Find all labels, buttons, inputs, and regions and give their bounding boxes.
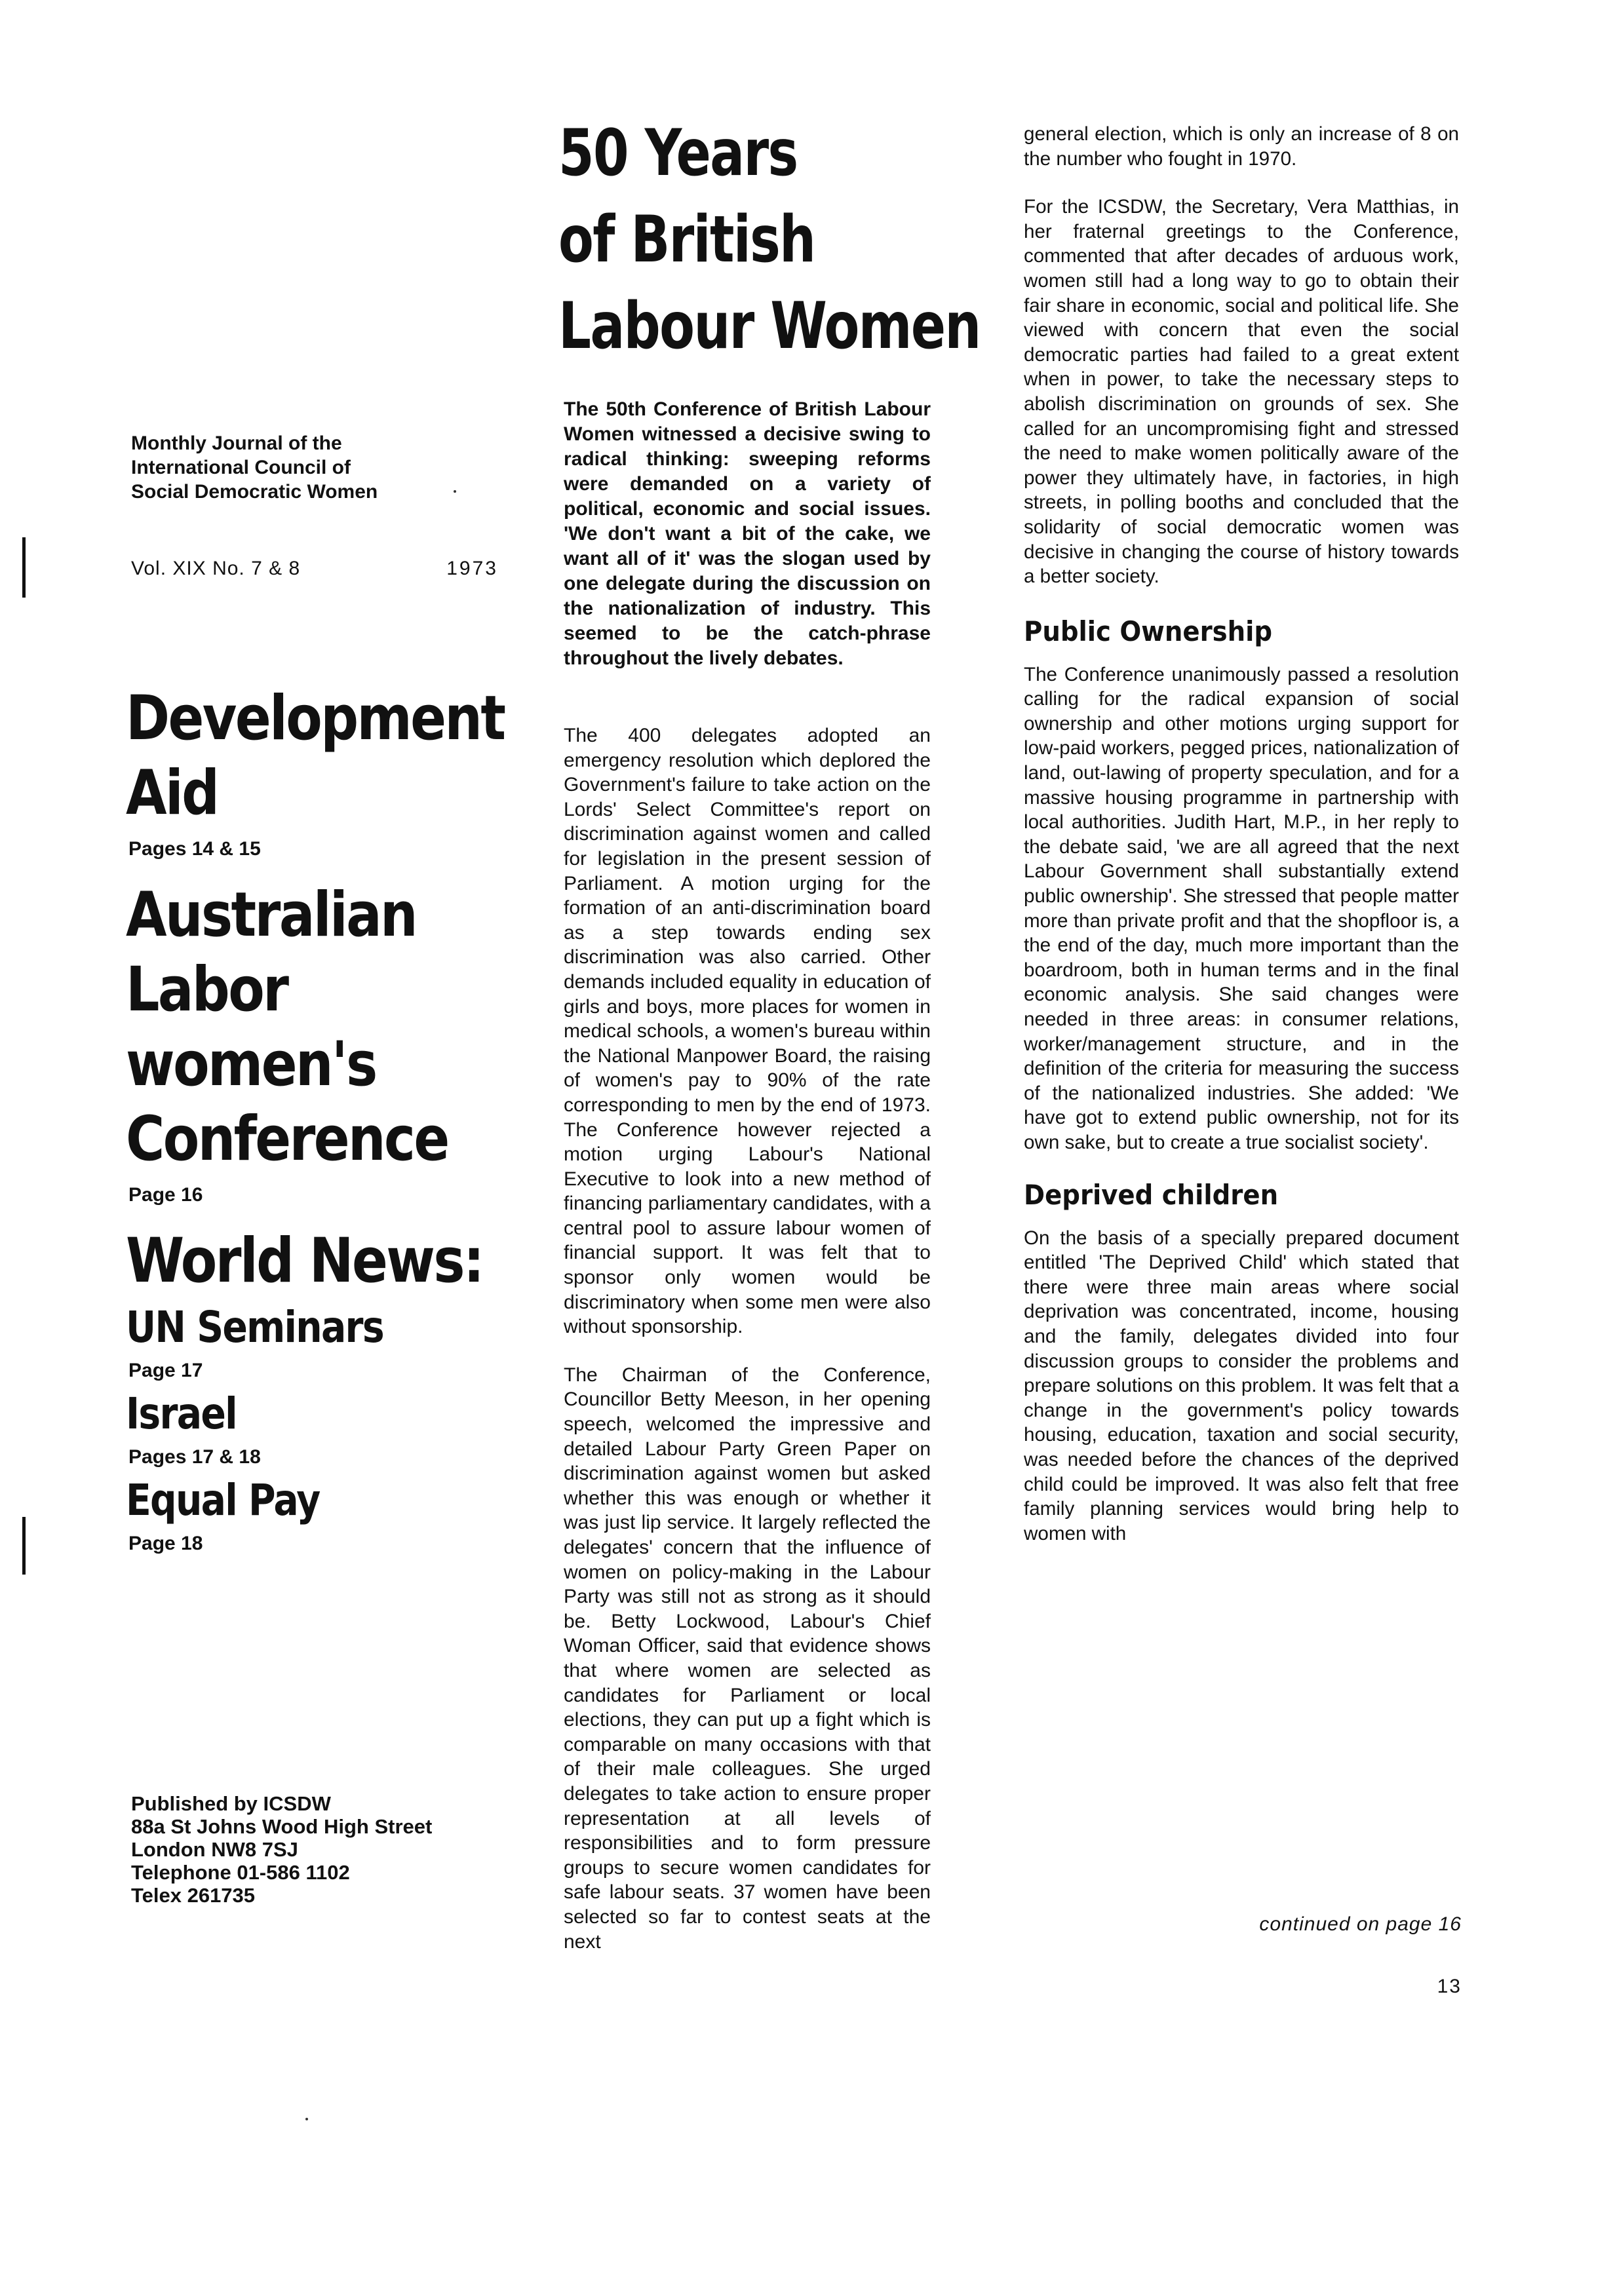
toc-entry-israel[interactable] (126, 1389, 513, 1469)
toc-page-ref: Page 17 (128, 1360, 203, 1381)
continued-link[interactable]: continued on page 16 (1259, 1913, 1462, 1935)
speck (305, 2118, 308, 2120)
body-paragraph: On the basis of a specially prepared document entitled 'The Deprived Child' which stated that there were three main areas where social deprivation was concentrated, income, housing and the family, delegates divided into four discussion groups to consider the problems and prepare solutions on this problem. It was felt that a change in the government's policy towards housing, education, taxation and social security, was needed before the chances of the deprived child could be improved. It was also felt that free family planning services would bring help to women with (1024, 1227, 1459, 1544)
toc-title-line: Australian (126, 879, 417, 951)
toc-entry-equal-pay[interactable] (126, 1476, 513, 1556)
masthead-line: Social Democratic Women (131, 481, 378, 503)
toc-subtitle: Equal Pay (126, 1475, 320, 1525)
toc-subtitle: UN Seminars (126, 1302, 383, 1352)
table-of-contents (126, 681, 513, 1573)
toc-title-line: Aid (126, 757, 218, 829)
toc-entry-australian[interactable] (126, 878, 513, 1207)
publisher-line: Telephone 01-586 1102 (131, 1861, 350, 1884)
toc-entry-world-news[interactable] (126, 1224, 513, 1299)
body-paragraph: The 400 delegates adopted an emergency resolution which deplored the Government's failure to take action on the Lords' Select Committee's report on discrimination against women and called for legislation in the present session of Parliament. A motion urging for the formation of an anti-discrimination board as a step towards ending sex discrimination was also carried. Other demands included equality in education of girls and boys, more places for women in medical schools, a women's bureau within the National Manpower Board, the raising of women's pay to 90% of the rate corresponding to men by the end of 1973. The Conference however rejected a motion urging Labour's National Executive to look into a new method of financing parliamentary candidates, with a central pool to assure labour women of financial support. It was felt that to sponsor only women would be discriminatory when some men were also without sponsorship. (564, 725, 931, 1338)
toc-page-ref: Pages 14 & 15 (128, 838, 261, 860)
toc-title-line: Conference (126, 1103, 448, 1175)
toc-page-ref: Page 18 (128, 1533, 203, 1554)
publisher-line: Telex 261735 (131, 1884, 256, 1907)
toc-title-line: women's (126, 1029, 376, 1100)
margin-mark-bottom (22, 1517, 26, 1575)
publisher-line: 88a St Johns Wood High Street (131, 1815, 433, 1838)
section-heading-public-ownership: Public Ownership (1024, 615, 1273, 647)
article-column-right (1024, 122, 1459, 1569)
article-intro: The 50th Conference of British Labour Women witnessed a decisive swing to radical thinking: sweeping reforms were demanded on a variety of political, economic and social issues. 'We don't want a bit of the cake, we want all of it' was the slogan used by one delegate during the discussion on the nationalization of industry. This seemed to be the catch-phrase throughout the lively debates. (564, 398, 931, 669)
publisher-line: Published by ICSDW (131, 1792, 331, 1815)
toc-page-ref: Pages 17 & 18 (128, 1446, 261, 1468)
toc-entry-development[interactable] (126, 681, 513, 861)
volume-number: Vol. XIX No. 7 & 8 (131, 558, 301, 579)
toc-title-line: Labor (126, 954, 288, 1025)
margin-mark-top (22, 537, 26, 598)
article-title-line: 50 Years (558, 116, 798, 191)
toc-subtitle: Israel (126, 1388, 237, 1439)
page-number: 13 (1437, 1976, 1462, 1997)
body-paragraph: The Chairman of the Conference, Councillor Betty Meeson, in her opening speech, welcomed the impressive and detailed Labour Party Green Paper on discrimination against women but asked whether this was enough or whether it was just lip service. It largely reflected the delegates' concern that the influence of women on policy-making in the Labour Party was still not as strong as it should be. Betty Lockwood, Labour's Chief Woman Officer, said that evidence shows that where women are selected as candidates for Parliament or local elections, they can put up a fight which is comparable on many occasions with that of their male colleagues. She urged delegates to take action to ensure proper representation at all levels of responsibilities and to form pressure groups to secure women candidates for safe labour seats. 37 women have been selected so far to contest seats at the next (564, 1364, 931, 1953)
masthead-line: International Council of (131, 457, 351, 478)
body-paragraph: The Conference unanimously passed a resolution calling for the radical expansion of social ownership and other motions urging support for low-paid workers, pegged prices, nationalization of land, out-lawing of property speculation, and for a massive housing programme in partnership with local authorities. Judith Hart, M.P., in her reply to the debate said, 'we are all agreed that the next Labour Government shall substantially extend public ownership'. She stressed that people matter more than private profit and that the shopfloor is, a the end of the day, much more important than the boardroom, both in human terms and in the final economic analysis. She said changes were needed in three areas: in consumer relations, worker/management structure, and in the definition of the criteria for measuring the success of the nationalized industries. She added: 'We have got to extend public ownership, not for its own sake, but to create a true socialist society'. (1024, 663, 1459, 1153)
body-paragraph: general election, which is only an increase of 8 on the number who fought in 1970. (1024, 123, 1459, 170)
issue-year: 1973 (446, 558, 498, 579)
issue-line (131, 557, 498, 581)
publisher-line: London NW8 7SJ (131, 1838, 298, 1861)
toc-title-line: World News: (126, 1225, 483, 1297)
masthead (131, 431, 472, 504)
toc-entry-un-seminars[interactable] (126, 1303, 513, 1383)
article-title-line: Labour Women (558, 289, 981, 364)
toc-page-ref: Page 16 (128, 1184, 203, 1206)
article-title (558, 110, 981, 370)
publisher-block (131, 1792, 524, 1907)
article-column-middle (564, 723, 931, 1978)
masthead-line: Monthly Journal of the (131, 432, 342, 454)
toc-title-line: Development (126, 683, 505, 754)
article-title-line: of British (558, 202, 815, 277)
section-heading-deprived-children: Deprived children (1024, 1178, 1279, 1211)
body-paragraph: For the ICSDW, the Secretary, Vera Matthias, in her fraternal greetings to the Conference, commented that after decades of arduous work, women still had a long way to go to obtain their fair share in economic, social and political life. She viewed with concern that even the social democratic parties had failed to a great extent when in power, to take the necessary steps to abolish discrimination on grounds of sex. She called for an uncompromising fight and stressed the need to make women politically aware of the power they ultimately have, in factories, in high streets, in polling booths and concluded that the solidarity of social democratic women was decisive in changing the course of history towards a better society. (1024, 196, 1459, 588)
